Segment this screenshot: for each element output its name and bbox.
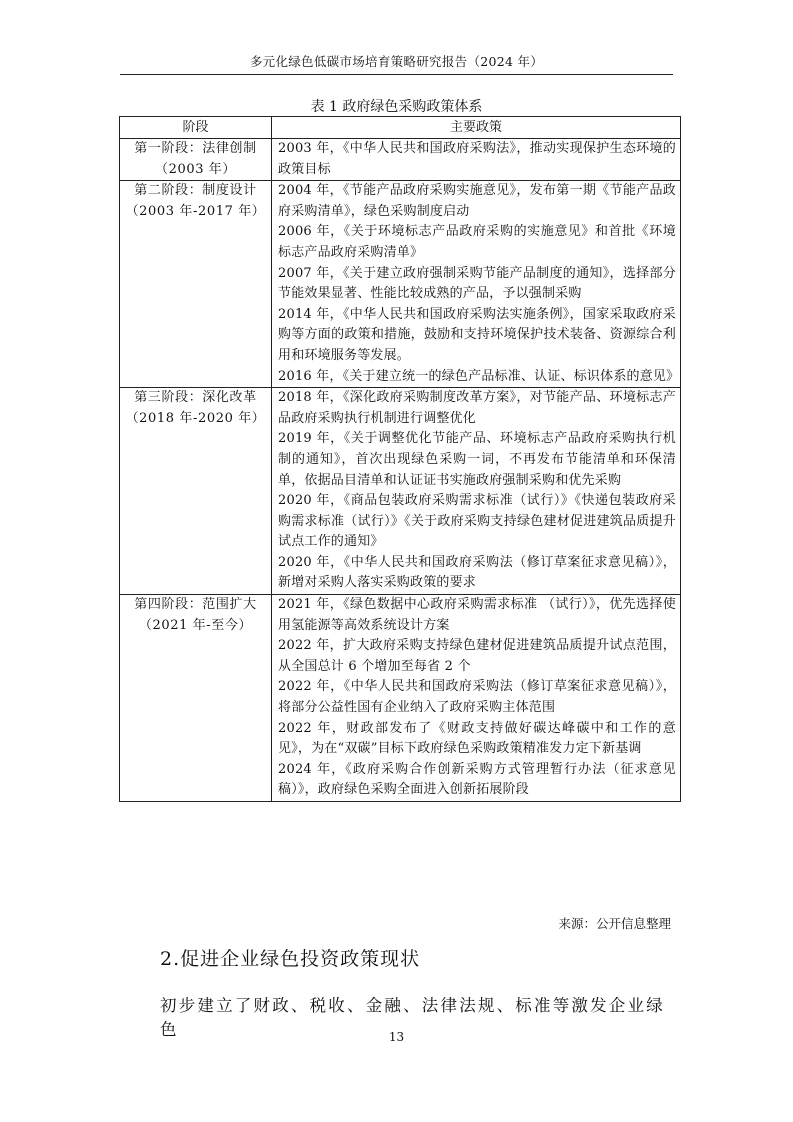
policy-item: 2024 年，《政府采购合作创新采购方式管理暂行办法（征求意见稿）》，政府绿色采购全面进入创新拓展阶段: [278, 761, 676, 798]
stage-label: 第二阶段：制度设计: [134, 183, 257, 199]
table-caption: 表 1 政府绿色采购政策体系: [310, 99, 483, 115]
policy-item: 2003 年，《中华人民共和国政府采购法》，推动实现保护生态环境的政策目标: [278, 141, 676, 177]
page-number: 13: [388, 1030, 405, 1044]
policy-item: 2021 年，《绿色数据中心政府采购需求标准 （试行）》，优先选择使用氢能源等高效系统设计方案: [278, 597, 676, 633]
policy-item: 2007 年，《关于建立政府强制采购节能产品制度的通知》，选择部分节能效果显著、性能比较成熟的产品，予以强制采购: [278, 265, 676, 302]
stage-cell: [120, 139, 272, 181]
policy-item: 2018 年，《深化政府采购制度改革方案》，对节能产品、环境标志产品政府采购执行机制进行调整优化: [278, 390, 676, 426]
section-heading: 2.促进企业绿色投资政策现状: [160, 948, 421, 970]
policies-cell: [272, 139, 681, 181]
table-source-note: 来源：公开信息整理: [558, 916, 671, 931]
policies-cell: [272, 181, 681, 388]
table-row: [120, 595, 681, 802]
policy-item: 2022 年，财政部发布了《财政支持做好碳达峰碳中和工作的意见》，为在“双碳”目标下政府绿色采购政策精准发力定下新基调: [278, 720, 676, 757]
policy-item: 2020 年，《商品包装政府采购需求标准（试行）》《快递包装政府采购需求标准（试行）》《关于政府采购支持绿色建材促进建筑品质提升试点工作的通知》: [278, 493, 676, 550]
policies-cell: [272, 388, 681, 595]
running-header: 多元化绿色低碳市场培育策略研究报告（2024 年）: [249, 54, 544, 69]
policies-cell: [272, 595, 681, 802]
stage-label: 第三阶段：深化改革: [134, 390, 257, 406]
stage-period: （2021 年-至今）: [138, 617, 253, 633]
body-paragraph: 初步建立了财政、税收、金融、法律法规、标准等激发企业绿色: [160, 996, 665, 1039]
column-header-stage: 阶段: [120, 117, 272, 139]
stage-cell: [120, 595, 272, 802]
stage-label: 第四阶段：范围扩大: [134, 597, 257, 613]
stage-period: （2018 年-2020 年）: [125, 410, 266, 426]
stage-cell: [120, 181, 272, 388]
stage-period: （2003 年）: [154, 161, 237, 177]
policy-item: 2019 年，《关于调整优化节能产品、环境标志产品政府采购执行机制的通知》，首次出现绿色采购一词，不再发布节能清单和环保清单，依据品目清单和认证证书实施政府强制采购和优先采购: [278, 431, 676, 488]
stage-cell: [120, 388, 272, 595]
header-divider: [120, 74, 673, 75]
policy-item: 2020 年，《中华人民共和国政府采购法（修订草案征求意见稿）》，新增对采购人落实采购政策的要求: [278, 554, 676, 591]
stage-period: （2003 年-2017 年）: [125, 203, 266, 219]
table-row: [120, 139, 681, 181]
policy-item: 2022 年，《中华人民共和国政府采购法（修订草案征求意见稿）》，将部分公益性国有企业纳入了政府采购主体范围: [278, 679, 676, 716]
policy-table: [119, 116, 681, 802]
stage-label: 第一阶段：法律创制: [134, 141, 257, 156]
policy-item: 2004 年，《节能产品政府采购实施意见》，发布第一期《节能产品政府采购清单》，绿色采购制度启动: [278, 183, 676, 219]
policy-item: 2006 年，《关于环境标志产品政府采购的实施意见》和首批《环境标志产品政府采购清单》: [278, 224, 676, 260]
policy-item: 2014 年，《中华人民共和国政府采购法实施条例》，国家采取政府采购等方面的政策和措施，鼓励和支持环境保护技术装备、资源综合利用和环境服务等发展。: [278, 306, 676, 363]
table-header-row: [120, 117, 681, 139]
column-header-policies: 主要政策: [272, 117, 681, 139]
policy-item: 2022 年，扩大政府采购支持绿色建材促进建筑品质提升试点范围，从全国总计 6 个增加至每省 2 个: [278, 638, 676, 674]
policy-item: 2016 年，《关于建立统一的绿色产品标准、认证、标识体系的意见》: [278, 368, 680, 384]
table-row: [120, 181, 681, 388]
table-row: [120, 388, 681, 595]
